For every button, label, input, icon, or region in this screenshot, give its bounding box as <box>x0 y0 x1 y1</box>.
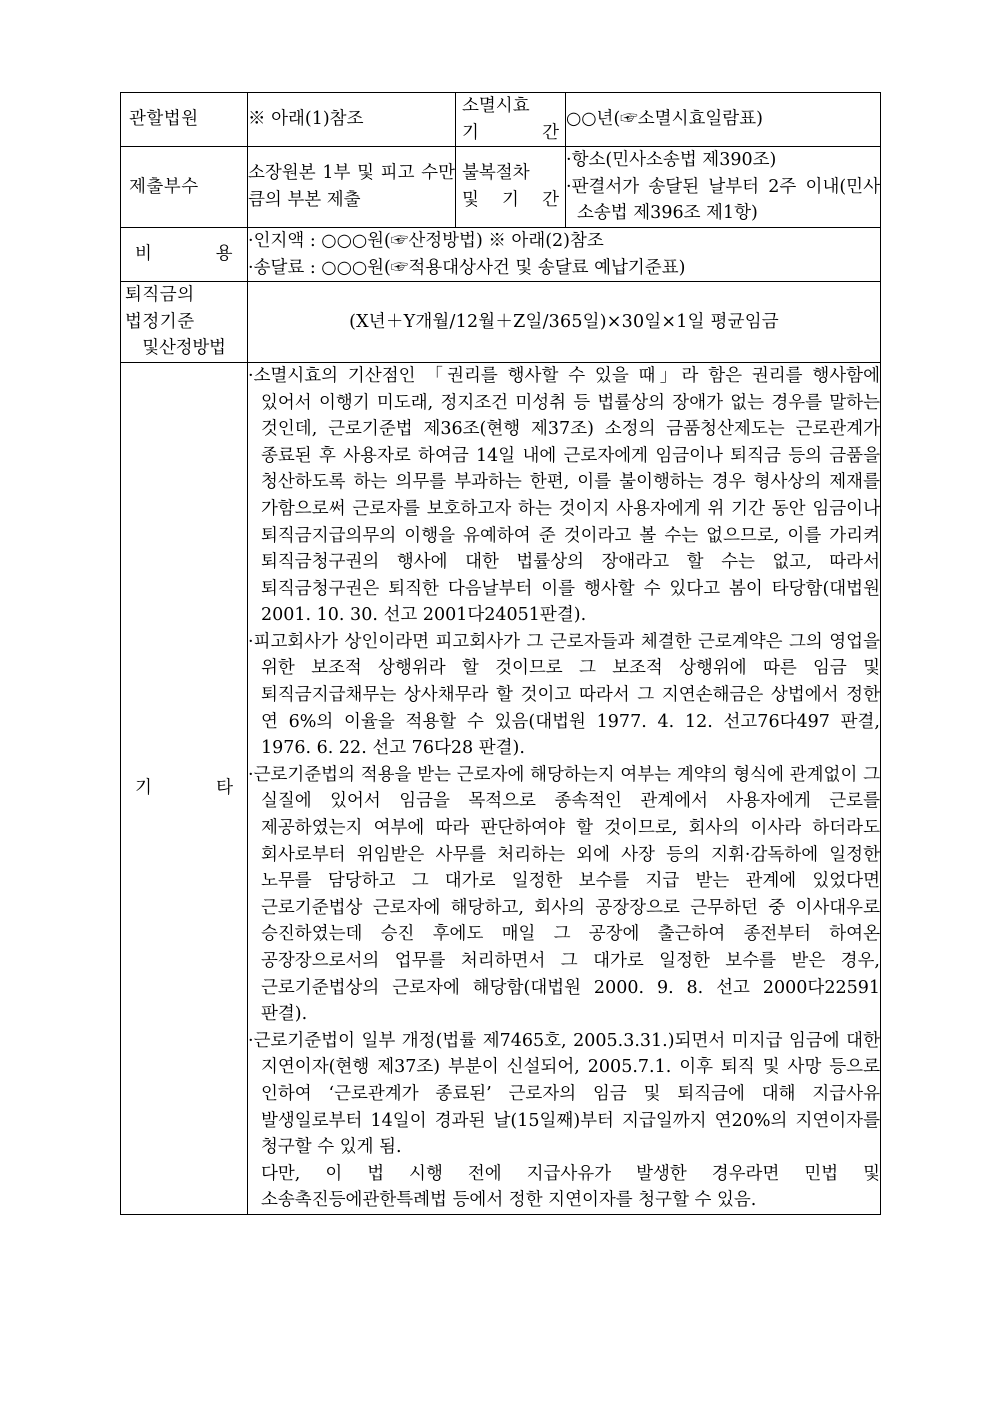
etc-paragraph-2: ·피고회사가 상인이라면 피고회사가 그 근로자들과 체결한 근로계약은 그의 영업을 위한 보조적 상행위라 할 것이므로 그 보조적 상행위에 따른 임금 및 퇴직금지급채무는 상사채무라 할 것이고 따라서 그 지연손해금은 상법에서 정한 연 6%의 이율을 적용할 수 있음(대법원 1977. 4. 12. 선고76다497 판결, 1976. 6. 22. 선고 76다28 판결). <box>248 631 880 759</box>
label-prescription-period-line1: 소멸시효 <box>462 96 530 116</box>
value-prescription-period-text: ○○년(☞소멸시효일람표) <box>566 109 763 130</box>
etc-paragraph-3: ·근로기준법의 적용을 받는 근로자에 해당하는지 여부는 계약의 형식에 관계없이 그 실질에 있어서 임금을 목적으로 종속적인 관계에서 사용자에게 근로를 제공하였는지 여부에 따라 판단하여야 할 것이므로, 회사의 이사라 하더라도 회사로부터 위임받은 사무를 처리하는 외에 사장 등의 지휘·감독하에 일정한 노무를 담당하고 그 대가로 일정한 보수를 지급 받는 관계에 있었다면 근로기준법상 근로자에 해당하고, 회사의 공장장으로 근무하던 중 이사대우로 승진하였는데 승진 후에도 매일 그 공장에 출근하여 종전부터 하여온 공장장으로서의 업무를 처리하면서 그 대가로 일정한 보수를 받은 경우, 근로기준법상의 근로자에 해당함(대법원 2000. 9. 8. 선고 2000다22591 판결). <box>248 764 880 1025</box>
value-copies-text: 소장원본 1부 및 피고 수만큼의 부본 제출 <box>248 163 455 211</box>
label-etc <box>121 362 248 1214</box>
label-severance-line2: 법정기준 <box>125 311 195 332</box>
etc-paragraph-1: ·소멸시효의 기산점인 「권리를 행사할 수 있을 때」라 함은 권리를 행사함에 있어서 이행기 미도래, 정지조건 미성취 등 법률상의 장애가 없는 경우를 말하는 것인데, 근로기준법 제36조(현행 제37조) 소정의 금품청산제도는 근로관계가 종료된 후 사용자로 하여금 14일 내에 근로자에게 임금이나 퇴직금 등의 금품을 청산하도록 하는 의무를 부과하는 한편, 이를 불이행하는 경우 형사상의 제재를 가함으로써 근로자를 보호하고자 하는 것이지 사용자에게 위 기간 동안 임금이나 퇴직금지급의무의 이행을 유예하여 준 것이라고 볼 수는 없으므로, 이를 가리켜 퇴직금청구권의 행사에 대한 법률상의 장애라고 할 수는 없고, 따라서 퇴직금청구권은 퇴직한 다음날부터 이를 행사할 수 있다고 봄이 타당함(대법원 2001. 10. 30. 선고 2001다24051판결). <box>248 365 880 626</box>
label-severance-line3: 및산정방법 <box>142 338 226 359</box>
etc-paragraph-4: ·근로기준법이 일부 개정(법률 제7465호, 2005.3.31.)되면서 미지급 임금에 대한 지연이자(현행 제37조) 부분이 신설되어, 2005.7.1. 이후 퇴직 및 사망 등으로 인하여 ‘근로관계가 종료된’ 근로자의 임금 및 퇴직금에 대해 지급사유 발생일로부터 14일이 경과된 날(15일째)부터 지급일까지 연20%의 지연이자를 청구할 수 있게 됨. <box>248 1030 880 1158</box>
label-jurisdiction <box>121 93 248 147</box>
label-severance-standard <box>121 282 248 363</box>
cost-item-stamp: ·인지액 : ○○○원(☞산정방법) ※ 아래(2)참조 <box>248 230 604 251</box>
label-appeal-procedure <box>456 147 566 228</box>
value-copies <box>248 147 456 228</box>
severance-formula <box>248 282 881 363</box>
label-cost <box>121 227 248 281</box>
table-row-etc <box>121 362 881 1214</box>
value-cost <box>248 227 881 281</box>
etc-paragraph-final: 다만, 이 법 시행 전에 지급사유가 발생한 경우라면 민법 및 소송촉진등에관한특례법 등에서 정한 지연이자를 청구할 수 있음. <box>261 1163 880 1211</box>
severance-formula-text: (X년＋Y개월/12월＋Z일/365일)×30일×1일 평균임금 <box>349 311 779 332</box>
label-severance-line1: 퇴직금의 <box>125 285 195 306</box>
value-appeal-procedure <box>566 147 881 228</box>
legal-info-table <box>120 92 881 1215</box>
value-jurisdiction <box>248 93 456 147</box>
label-etc-text: 기 타 <box>135 778 233 799</box>
appeal-item-1: ·항소(민사소송법 제390조) <box>566 150 777 171</box>
label-copies <box>121 147 248 228</box>
label-prescription-period <box>456 93 566 147</box>
label-appeal-procedure-line1: 불복절차 <box>462 163 530 184</box>
table-row-jurisdiction <box>121 93 881 147</box>
table-row-cost <box>121 227 881 281</box>
value-jurisdiction-text: ※ 아래(1)참조 <box>248 109 364 130</box>
value-etc <box>248 362 881 1214</box>
appeal-item-2: ·판결서가 송달된 날부터 2주 이내(민사소송법 제396조 제1항) <box>566 176 880 224</box>
table-row-severance <box>121 282 881 363</box>
label-cost-text: 비 용 <box>135 244 233 265</box>
label-prescription-period-line2: 기 간 <box>462 122 559 143</box>
cost-item-delivery: ·송달료 : ○○○원(☞적용대상사건 및 송달료 예납기준표) <box>248 257 686 278</box>
table-row-copies <box>121 147 881 228</box>
label-jurisdiction-text: 관할법원 <box>129 109 199 130</box>
value-prescription-period <box>566 93 881 147</box>
label-appeal-procedure-line2: 및 기 간 <box>462 190 559 211</box>
label-copies-text: 제출부수 <box>129 176 199 197</box>
